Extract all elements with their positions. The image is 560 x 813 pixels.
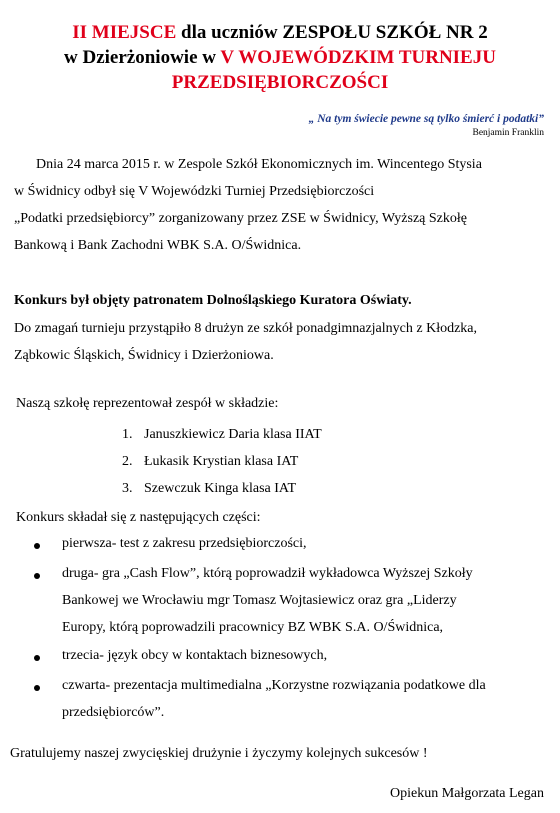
place-text: II MIEJSCE — [72, 22, 177, 43]
part-line: pierwsza- test z zakresu przedsiębiorczości, — [62, 536, 307, 551]
title-line-3: PRZEDSIĘBIORCZOŚCI — [171, 72, 389, 93]
title-line-2-start: w Dzierżoniowie w — [64, 47, 221, 68]
title-line-1-rest: dla uczniów ZESPOŁU SZKÓŁ NR 2 — [176, 22, 488, 43]
member-item: 3. Szewczuk Kinga klasa IAT — [122, 481, 297, 496]
quote: „ Na tym świecie pewne są tylko śmierć i podatki” — [308, 113, 544, 125]
quote-author: Benjamin Franklin — [472, 128, 544, 138]
signature: Opiekun Małgorzata Legan — [390, 786, 544, 801]
intro-line: „Podatki przedsiębiorcy” zorganizowany przez ZSE w Świdnicy, Wyższą Szkołę — [14, 211, 467, 226]
member-item: 1. Januszkiewicz Daria klasa IIAT — [122, 427, 322, 442]
bullet — [34, 685, 40, 691]
closing: Gratulujemy naszej zwycięskiej drużynie i życzymy kolejnych sukcesów ! — [10, 746, 428, 761]
intro-line: Bankową i Bank Zachodni WBK S.A. O/Świdnica. — [14, 238, 302, 253]
title-line-1 — [0, 21, 560, 45]
part-line: czwarta- prezentacja multimedialna „Korzystne rozwiązania podatkowe dla — [62, 678, 486, 693]
team-intro: Naszą szkołę reprezentował zespół w składzie: — [16, 396, 279, 411]
title-line-2 — [0, 46, 560, 70]
part-line: Europy, którą poprowadzili pracownicy BZ WBK S.A. O/Świdnica, — [62, 620, 444, 635]
title-line-2-red: V WOJEWÓDZKIM TURNIEJU — [220, 47, 496, 68]
part-line: Bankowej we Wrocławiu mgr Tomasz Wojtasiewicz oraz gra „Liderzy — [62, 593, 457, 608]
part-line: druga- gra „Cash Flow”, którą poprowadził wykładowca Wyższej Szkoły — [62, 566, 473, 581]
patronage: Konkurs był objęty patronatem Dolnośląskiego Kuratora Oświaty. — [14, 293, 412, 308]
intro-line: Dnia 24 marca 2015 r. w Zespole Szkół Ekonomicznych im. Wincentego Stysia — [36, 157, 482, 172]
intro-line: w Świdnicy odbył się V Wojewódzki Turniej Przedsiębiorczości — [14, 184, 375, 199]
teams-line: Ząbkowic Śląskich, Świdnicy i Dzierżoniowa. — [14, 348, 274, 363]
bullet — [34, 573, 40, 579]
bullet — [34, 543, 40, 549]
member-item: 2. Łukasik Krystian klasa IAT — [122, 454, 299, 469]
parts-intro: Konkurs składał się z następujących części: — [16, 510, 261, 525]
teams-line: Do zmagań turnieju przystąpiło 8 drużyn ze szkół ponadgimnazjalnych z Kłodzka, — [14, 321, 478, 336]
part-line: trzecia- język obcy w kontaktach biznesowych, — [62, 648, 328, 663]
bullet — [34, 655, 40, 661]
part-line: przedsiębiorców”. — [62, 705, 165, 720]
